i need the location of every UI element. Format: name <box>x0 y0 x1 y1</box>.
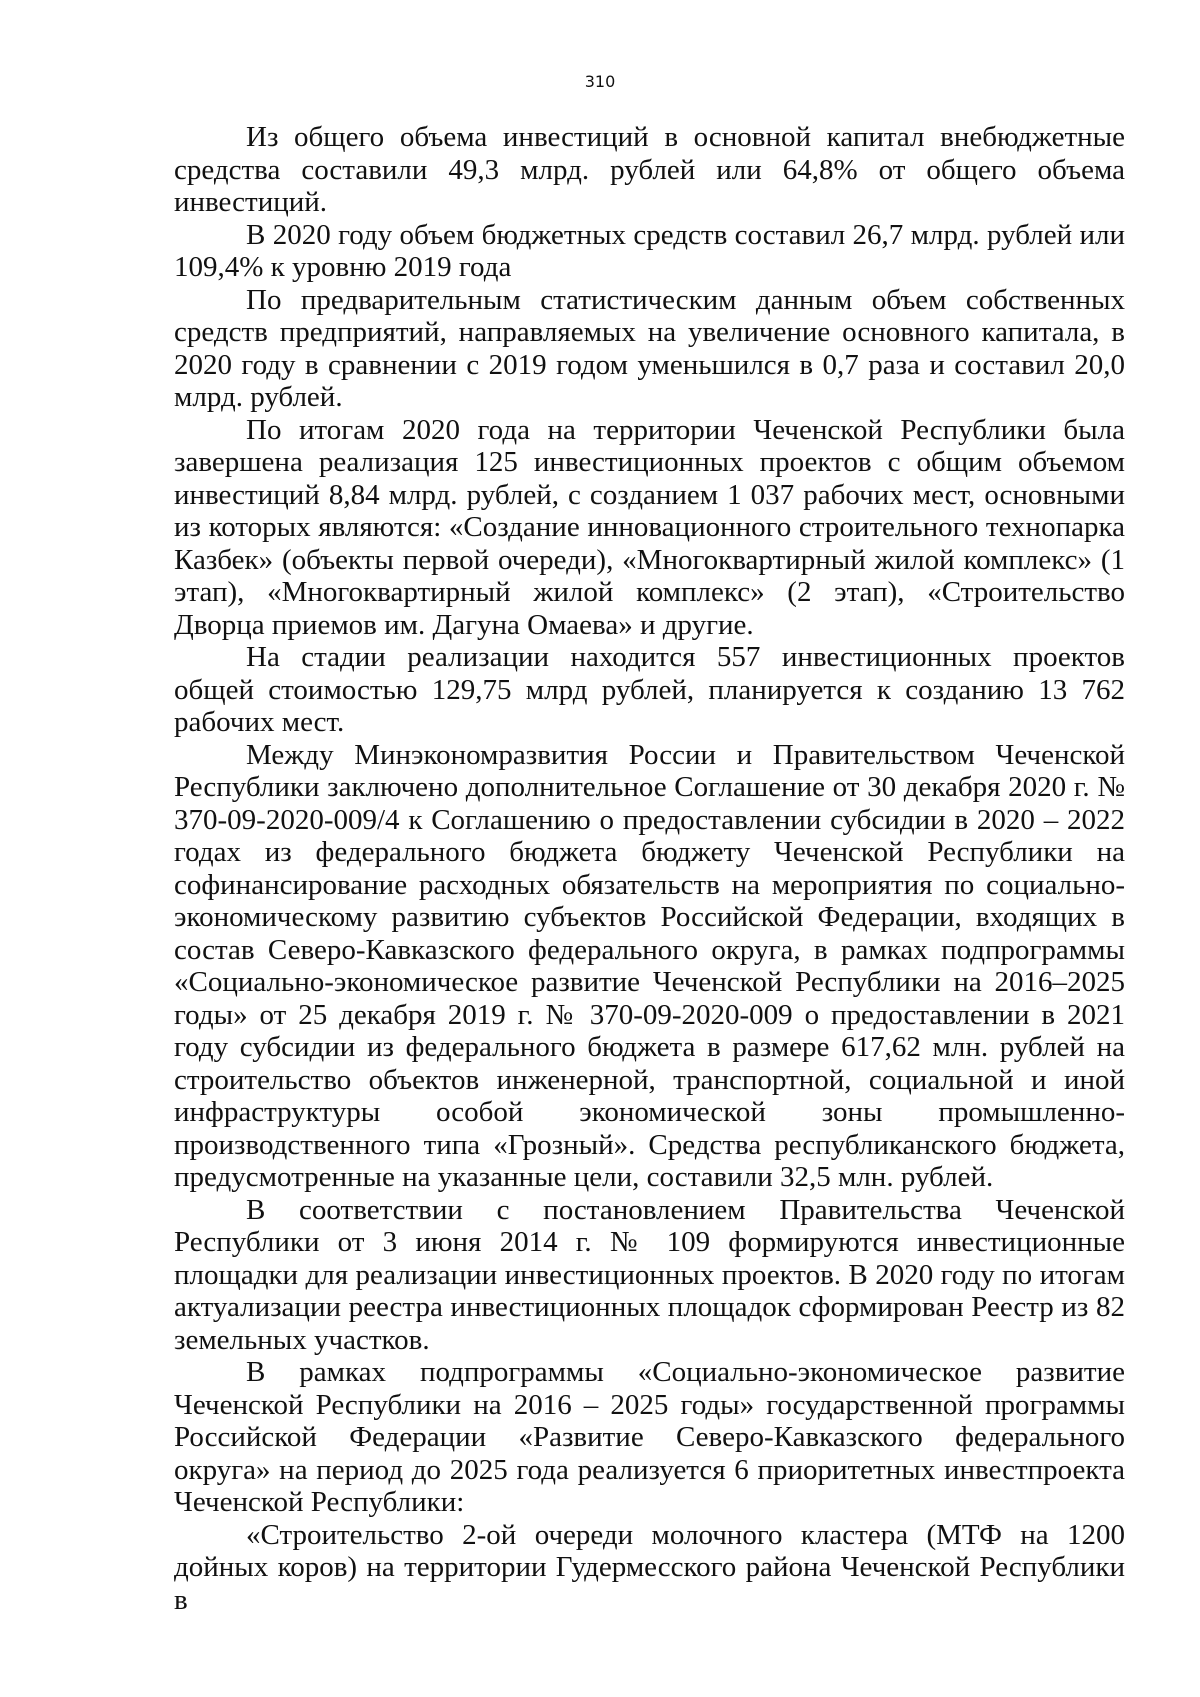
paragraph: Из общего объема инвестиций в основной капитал внебюджетные средства составили 49,3 млрд. рублей или 64,8% от общего объема инвестиций. <box>174 121 1125 218</box>
paragraph: По предварительным статистическим данным объем собственных средств предприятий, направляемых на увеличение основного капитала, в 2020 году в сравнении с 2019 годом уменьшился в 0,7 раза и составил 20,0 млрд. рублей. <box>174 283 1125 413</box>
paragraph: В соответствии с постановлением Правительства Чеченской Республики от 3 июня 2014 г. № 109 формируются инвестиционные площадки для реализации инвестиционных проектов. В 2020 году по итогам актуализации реестра инвестиционных площадок сформирован Реестр из 82 земельных участков. <box>174 1193 1125 1356</box>
paragraph: На стадии реализации находится 557 инвестиционных проектов общей стоимостью 129,75 млрд рублей, планируется к созданию 13 762 рабочих мест. <box>174 641 1125 738</box>
paragraph: Между Минэкономразвития России и Правительством Чеченской Республики заключено дополнительное Соглашение от 30 декабря 2020 г. № 370-09-2020-009/4 к Соглашению о предоставлении субсидии в 2020 – 2022 годах из федерального бюджета бюджету Чеченской Республики на софинансирование расходных обязательств на мероприятия по социально-экономическому развитию субъектов Российской Федерации, входящих в состав Северо-Кавказского федерального округа, в рамках подпрограммы «Социально-экономическое развитие Чеченской Республики на 2016–2025 годы» от 25 декабря 2019 г. № 370-09-2020-009 о предоставлении в 2021 году субсидии из федерального бюджета в размере 617,62 млн. рублей на строительство объектов инженерной, транспортной, социальной и иной инфраструктуры особой экономической зоны промышленно-производственного типа «Грозный». Средства республиканского бюджета, предусмотренные на указанные цели, составили 32,5 млн. рублей. <box>174 738 1125 1193</box>
paragraph: По итогам 2020 года на территории Чеченской Республики была завершена реализация 125 инвестиционных проектов с общим объемом инвестиций 8,84 млрд. рублей, с созданием 1 037 рабочих мест, основными из которых являются: «Создание инновационного строительного технопарка Казбек» (объекты первой очереди), «Многоквартирный жилой комплекс» (1 этап), «Многоквартирный жилой комплекс» (2 этап), «Строительство Дворца приемов им. Дагуна Омаева» и другие. <box>174 413 1125 641</box>
page-number: 310 <box>584 72 616 91</box>
paragraph: В 2020 году объем бюджетных средств составил 26,7 млрд. рублей или 109,4% к уровню 2019 года <box>174 218 1125 283</box>
paragraph: В рамках подпрограммы «Социально-экономическое развитие Чеченской Республики на 2016 – 2025 годы» государственной программы Российской Федерации «Развитие Северо-Кавказского федерального округа» на период до 2025 года реализуется 6 приоритетных инвестпроекта Чеченской Республики: <box>174 1356 1125 1518</box>
paragraph: «Строительство 2-ой очереди молочного кластера (МТФ на 1200 дойных коров) на территории Гудермесского района Чеченской Республики в <box>174 1518 1125 1616</box>
body-text <box>174 121 1125 1616</box>
